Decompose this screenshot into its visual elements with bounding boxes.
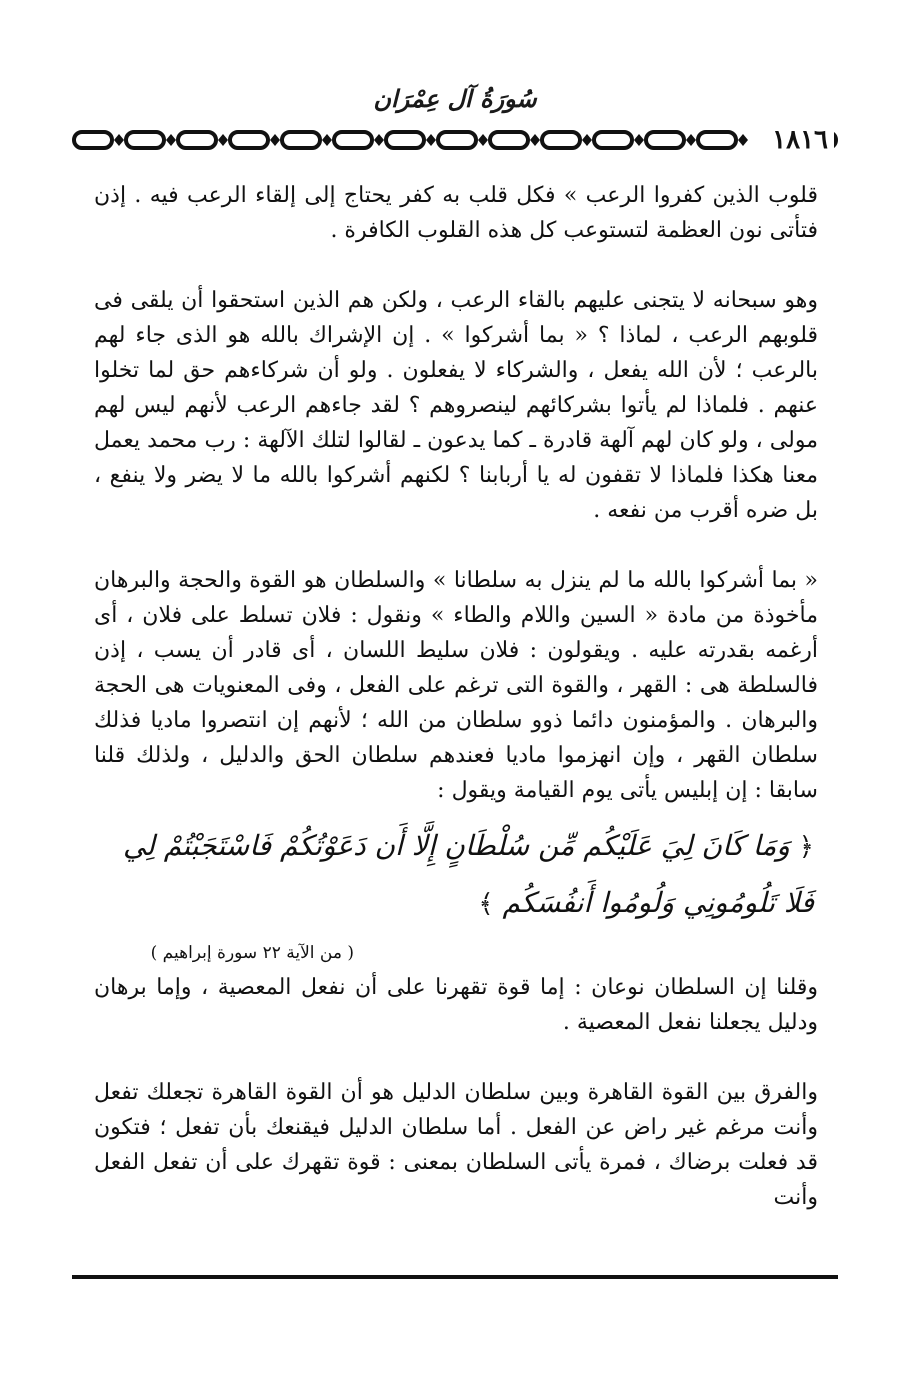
verse-close-bracket: ﴾ bbox=[478, 889, 494, 919]
verse-open-bracket: ﴿ bbox=[798, 832, 814, 862]
ornamental-header-border bbox=[70, 124, 840, 156]
paragraph-4: وقلنا إن السلطان نوعان : إما قوة تقهرنا على أن نفعل المعصية ، وإما برهان ودليل يجعلنا نفعل المعصية . bbox=[94, 975, 818, 1035]
surah-title: سُورَةُ آل عِمْرَان bbox=[373, 84, 537, 113]
paragraph-2: وهو سبحانه لا يتجنى عليهم بالقاء الرعب ، ولكن هم الذين استحقوا أن يلقى فى قلوبهم الرعب ، لماذا ؟ « بما أشركوا » . إن الإشراك بالله هو الذى جاء لهم بالرعب ؛ لأن الله يفعل ، والشركاء لا يفعلون . ولو أن شركاءهم حق لما تخلوا عنهم . فلماذا لم يأتوا بشركائهم لينصروهم ؟ لقد جاءهم الرعب لأنهم ليس لهم مولى ، ولو كان لهم آلهة قادرة ـ كما يدعون ـ لقالوا لتلك الآلهة : رب محمد يعمل معنا هكذا فلماذا لا تقفون له يا أربابنا ؟ لكنهم أشركوا بالله ما لا يضر ولا ينفع ، بل ضره أقرب من نفعه . bbox=[94, 288, 818, 523]
paragraph-5: والفرق بين القوة القاهرة وبين سلطان الدليل هو أن القوة القاهرة تجعلك تفعل وأنت مرغم غير راض عن الفعل . أما سلطان الدليل فيقنعك بأن تفعل ؛ فتكون قد فعلت برضاك ، فمرة يأتى السلطان بمعنى : قوة تقهرك على أن تفعل الفعل وأنت bbox=[94, 1080, 818, 1210]
verse-reference: ( من الآية ٢٢ سورة إبراهيم ) bbox=[150, 943, 354, 963]
verse-text: وَمَا كَانَ لِيَ عَلَيْكُم مِّن سُلْطَانٍ إِلَّا أَن دَعَوْتُكُمْ فَاسْتَجَبْتُمْ لِي فَلَا تَلُومُونِي وَلُومُوا أَنفُسَكُم bbox=[122, 829, 814, 919]
page-number: ١٨١٦ bbox=[766, 124, 834, 156]
page-body bbox=[94, 178, 818, 1215]
paragraph-3: « بما أشركوا بالله ما لم ينزل به سلطانا » والسلطان هو القوة والحجة والبرهان مأخوذة من مادة « السين واللام والطاء » ونقول : فلان تسلط على فلان ، أى أرغمه بقدرته عليه . ويقولون : فلان سليط اللسان ، أى قادر أن يسب ، إذن فالسلطة هى : القهر ، والقوة التى ترغم على الفعل ، وفى المعنويات هى الحجة والبرهان . والمؤمنون دائما ذوو سلطان من الله ؛ لأنهم إن انتصروا ماديا فذلك سلطان القهر ، وإن انهزموا ماديا فعندهم سلطان الحق والدليل ، ولذلك قلنا سابقا : إن إبليس يأتى يوم القيامة ويقول : bbox=[94, 568, 818, 803]
quran-verse bbox=[94, 818, 818, 932]
paragraph-1: قلوب الذين كفروا الرعب » فكل قلب به كفر يحتاج إلى إلقاء الرعب فيه . إذن فتأتى نون العظمة لتستوعب كل هذه القلوب الكافرة . bbox=[94, 183, 818, 243]
footer-rule bbox=[72, 1275, 838, 1279]
